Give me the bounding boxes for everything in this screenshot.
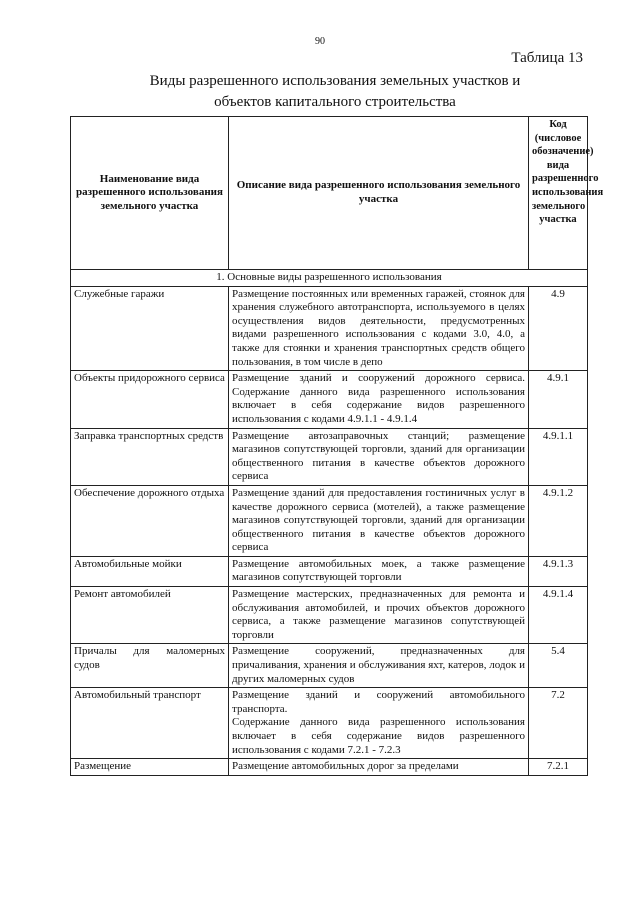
row-description: Размещение зданий для предоставления гостиничных услуг в качестве дорожного сервиса (мотелей), а также размещение магазинов сопутствующей торговли, зданий для организации общественного питания в качестве объектов дорожного сервиса <box>229 485 529 556</box>
land-use-table <box>70 116 604 776</box>
row-description: Размещение постоянных или временных гаражей, стоянок для хранения служебного автотранспорта, используемого в целях осуществления видов деятельности, предусмотренных видами разрешенного использования с кодами 3.0, 4.0, а также для стоянки и хранения транспортных средств общего пользования, в том числе в депо <box>229 286 529 371</box>
row-code: 7.2 <box>529 688 588 759</box>
row-code: 7.2.1 <box>529 759 588 776</box>
row-code: 4.9.1.1 <box>529 428 588 485</box>
row-code: 5.4 <box>529 644 588 688</box>
table-row <box>71 688 588 759</box>
header-code: Код (числовое обозначение) вида разрешенного использования земельного участка <box>529 117 588 270</box>
row-description <box>229 688 529 759</box>
row-name: Объекты придорожного сервиса <box>71 371 229 428</box>
title-line-1: Виды разрешенного использования земельных участков и <box>149 73 521 89</box>
row-code: 4.9.1 <box>529 371 588 428</box>
table-label: Таблица 13 <box>511 50 583 66</box>
row-code: 4.9.1.2 <box>529 485 588 556</box>
table-row <box>71 587 588 644</box>
row-name: Обеспечение дорожного отдыха <box>71 485 229 556</box>
header-row <box>71 117 588 270</box>
table-row <box>71 644 588 688</box>
row-code: 4.9 <box>529 286 588 371</box>
row-description-para-1: Размещение зданий и сооружений автомобильного транспорта. <box>232 689 525 715</box>
table-row <box>71 759 588 776</box>
row-description: Размещение автомобильных моек, а также размещение магазинов сопутствующей торговли <box>229 556 529 586</box>
page-number: 90 <box>315 36 325 47</box>
header-name: Наименование вида разрешенного использования земельного участка <box>71 117 229 270</box>
document-title <box>70 71 600 113</box>
table-row <box>71 371 588 428</box>
row-name: Служебные гаражи <box>71 286 229 371</box>
row-name: Размещение <box>71 759 229 776</box>
row-code: 4.9.1.4 <box>529 587 588 644</box>
row-description: Размещение мастерских, предназначенных для ремонта и обслуживания автомобилей, и прочих объектов дорожного сервиса, а также размещение магазинов сопутствующей торговли <box>229 587 529 644</box>
header-description: Описание вида разрешенного использования земельного участка <box>229 117 529 270</box>
title-line-2: объектов капитального строительства <box>214 94 456 110</box>
section-title: 1. Основные виды разрешенного использования <box>71 270 588 287</box>
table-row <box>71 556 588 586</box>
row-description: Размещение сооружений, предназначенных для причаливания, хранения и обслуживания яхт, катеров, лодок и других маломерных судов <box>229 644 529 688</box>
row-name: Причалы для маломерных судов <box>71 644 229 688</box>
row-description: Размещение зданий и сооружений дорожного сервиса. Содержание данного вида разрешенного использования включает в себя содержание видов разрешенного использования с кодами 4.9.1.1 - 4.9.1.4 <box>229 371 529 428</box>
row-name: Заправка транспортных средств <box>71 428 229 485</box>
table-row <box>71 428 588 485</box>
row-code: 4.9.1.3 <box>529 556 588 586</box>
table-row <box>71 485 588 556</box>
row-description: Размещение автомобильных дорог за пределами <box>229 759 529 776</box>
row-name: Автомобильный транспорт <box>71 688 229 759</box>
section-row <box>71 270 588 287</box>
row-description: Размещение автозаправочных станций; размещение магазинов сопутствующей торговли, зданий для организации общественного питания в качестве объектов дорожного сервиса <box>229 428 529 485</box>
row-name: Ремонт автомобилей <box>71 587 229 644</box>
row-name: Автомобильные мойки <box>71 556 229 586</box>
row-description-para-2: Содержание данного вида разрешенного использования включает в себя содержание видов разрешенного использования с кодами 7.2.1 - 7.2.3 <box>232 716 525 756</box>
table-row <box>71 286 588 371</box>
